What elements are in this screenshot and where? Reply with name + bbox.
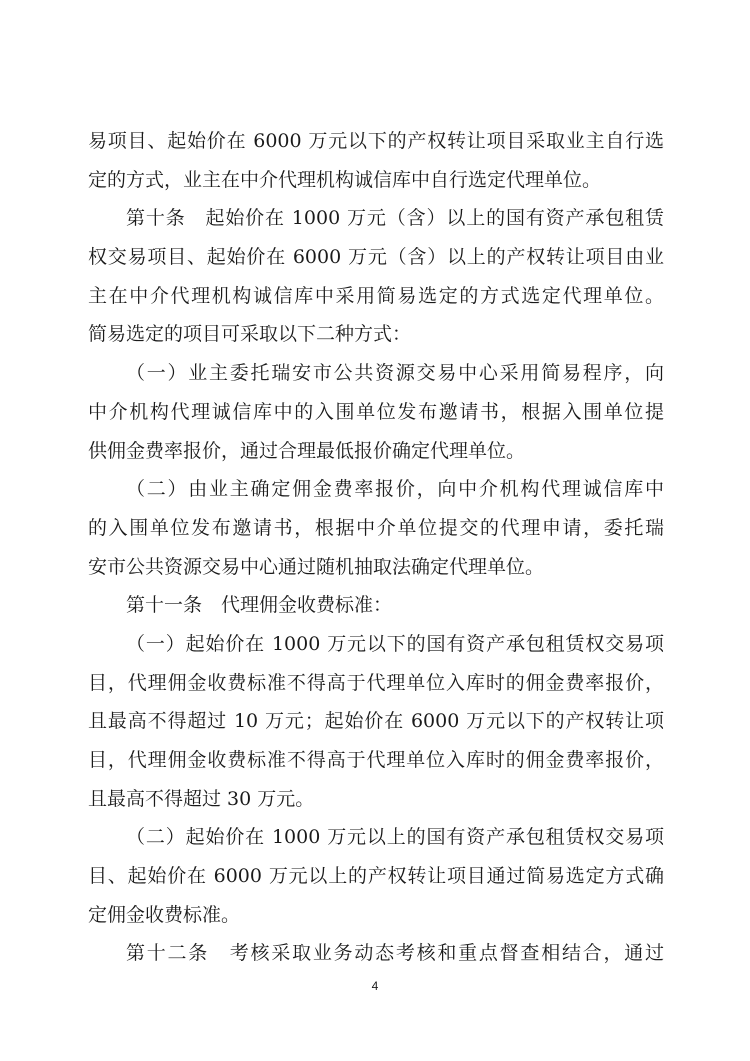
text-line: 主在中介代理机构诚信库中采用简易选定的方式选定代理单位。 [88,284,664,307]
text-line: （二）起始价在 1000 万元以上的国有资产承包租赁权交易项 [126,826,664,849]
document-body [88,122,664,973]
text-line: 第十二条 考核采取业务动态考核和重点督查相结合，通过 [126,942,664,965]
text-line: 权交易项目、起始价在 6000 万元（含）以上的产权转让项目由业 [88,246,664,269]
text-line: 简易选定的项目可采取以下二种方式： [88,323,412,346]
text-line: 供佣金费率报价，通过合理最低报价确定代理单位。 [88,439,526,462]
text-line: 且最高不得超过 10 万元；起始价在 6000 万元以下的产权转让项 [88,710,664,733]
text-line: 目，代理佣金收费标准不得高于代理单位入库时的佣金费率报价， [88,671,664,694]
text-line: 定的方式，业主在中介代理机构诚信库中自行选定代理单位。 [88,168,602,191]
text-line: （二）由业主确定佣金费率报价，向中介机构代理诚信库中 [126,478,664,501]
page-number: 4 [371,979,379,993]
text-line: 且最高不得超过 30 万元。 [88,787,315,810]
text-line: 第十条 起始价在 1000 万元（含）以上的国有资产承包租赁 [126,207,664,230]
text-line: （一）起始价在 1000 万元以下的国有资产承包租赁权交易项 [126,632,664,655]
text-line: 易项目、起始价在 6000 万元以下的产权转让项目采取业主自行选 [88,130,664,152]
text-line: 的入围单位发布邀请书，根据中介单位提交的代理申请，委托瑞 [88,516,664,539]
text-line: 目，代理佣金收费标准不得高于代理单位入库时的佣金费率报价， [88,749,664,771]
text-line: 目、起始价在 6000 万元以上的产权转让项目通过简易选定方式确 [88,865,664,888]
text-line: 中介机构代理诚信库中的入围单位发布邀请书，根据入围单位提 [88,400,664,423]
text-line: 定佣金收费标准。 [88,903,241,926]
text-line: （一）业主委托瑞安市公共资源交易中心采用简易程序，向 [126,362,664,385]
text-line: 安市公共资源交易中心通过随机抽取法确定代理单位。 [88,555,545,578]
text-line: 第十一条 代理佣金收费标准： [126,594,393,617]
